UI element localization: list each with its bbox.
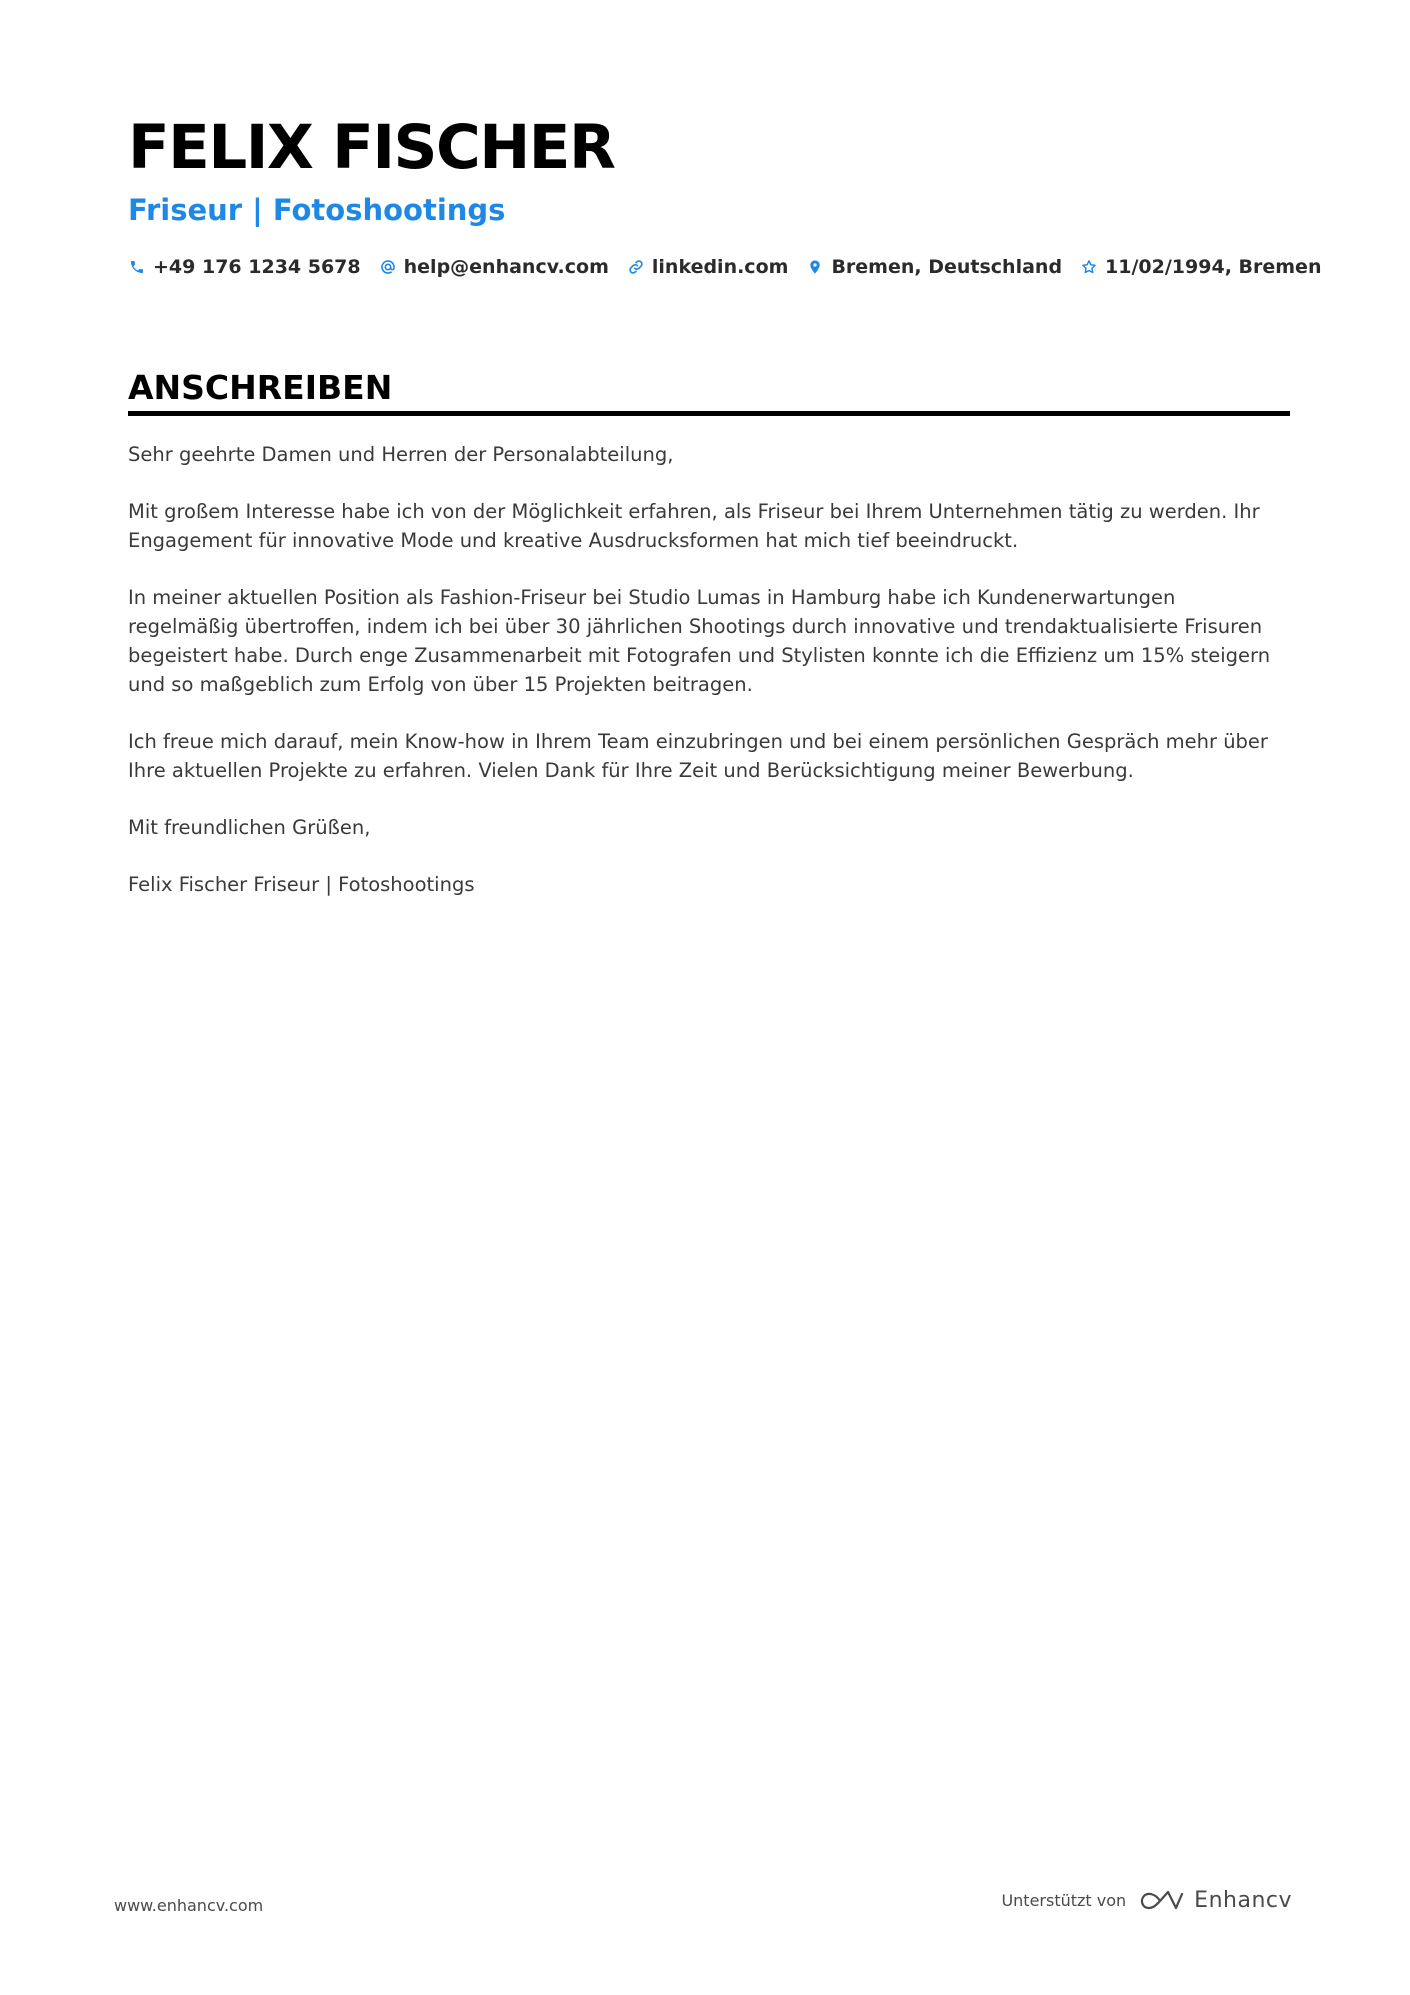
footer-branding [1001,1888,1292,1914]
enhancv-logo-icon [1138,1888,1184,1914]
section-title: ANSCHREIBEN [128,368,393,407]
footer-website[interactable]: www.enhancv.com [114,1896,264,1915]
contact-linkedin-text: linkedin.com [651,256,789,278]
letter-closing: Mit freundlichen Grüßen, [128,816,371,839]
letter-paragraph: In meiner aktuellen Position als Fashion-Friseur bei Studio Lumas in Hamburg habe ich Kundenerwartungen regelmäßig übertroffen, indem ich bei über 30 jährlichen Shootings durch innovative und trendaktualisierte Frisuren begeistert habe. Durch enge Zusammenarbeit mit Fotografen und Stylisten konnte ich die Effizienz um 15% steigern und so maßgeblich zum Erfolg von über 15 Projekten beitragen. [128,586,1271,696]
contact-birth-text: 11/02/1994, Bremen [1105,256,1322,278]
contact-bar [128,254,1339,280]
job-title: Friseur | Fotoshootings [128,193,506,227]
letter-signature: Felix Fischer Friseur | Fotoshootings [128,873,475,896]
letter-salutation: Sehr geehrte Damen und Herren der Personalabteilung, [128,443,674,466]
letter-paragraph: Mit großem Interesse habe ich von der Möglichkeit erfahren, als Friseur bei Ihrem Unternehmen tätig zu werden. Ihr Engagement für innovative Mode und kreative Ausdrucksformen hat mich tief beeindruckt. [128,500,1260,552]
letter-body [128,440,1290,927]
contact-birth [1080,254,1321,280]
letter-paragraph: Ich freue mich darauf, mein Know-how in Ihrem Team einzubringen und bei einem persönlichen Gespräch mehr über Ihre aktuellen Projekte zu erfahren. Vielen Dank für Ihre Zeit und Berücksichtigung meiner Bewerbung. [128,730,1268,782]
location-pin-icon [806,256,824,278]
contact-location-text: Bremen, Deutschland [831,256,1063,278]
contact-phone-text: +49 176 1234 5678 [153,256,361,278]
star-icon [1080,256,1098,278]
enhancv-brand-name: Enhancv [1194,1888,1292,1913]
link-icon [627,256,645,278]
powered-by-label: Unterstützt von [1001,1891,1127,1910]
contact-phone [128,254,361,280]
contact-linkedin [627,254,789,280]
applicant-name: FELIX FISCHER [128,112,615,183]
phone-icon [128,256,146,278]
section-divider [128,411,1290,416]
contact-email [379,254,609,280]
contact-email-text: help@enhancv.com [403,256,609,278]
at-icon [379,256,397,278]
contact-location [806,254,1062,280]
